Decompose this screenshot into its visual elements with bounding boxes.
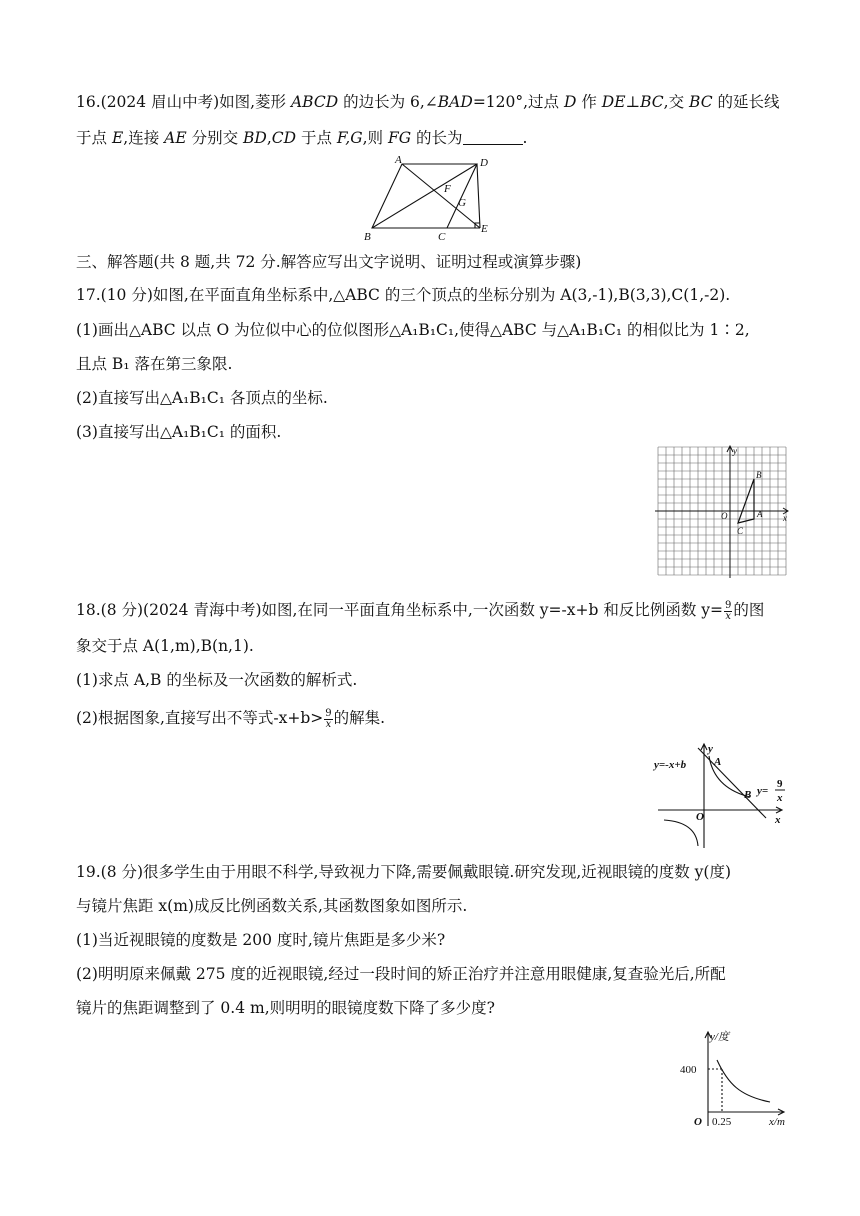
label-400: 400: [680, 1064, 697, 1076]
label-o: O: [694, 1116, 702, 1128]
q16-fg: FG: [387, 129, 412, 147]
q16-bd: BD: [243, 129, 267, 147]
label-b: B: [364, 231, 371, 242]
section-heading: 三、解答题(共 8 题,共 72 分.解答应写出文字说明、证明过程或演算步骤): [76, 253, 582, 271]
fraction-denominator: x: [325, 718, 332, 730]
label-b: B: [756, 470, 762, 480]
q18-part2: [76, 705, 385, 731]
label-y: y: [708, 743, 713, 755]
q19-line1: 19.(8 分)很多学生由于用眼不科学,导致视力下降,需要佩戴眼镜.研究发现,近视眼镜的度数 y(度): [76, 863, 732, 881]
label-y: y: [733, 446, 737, 456]
label-x: x: [775, 814, 781, 826]
q17-stem: 17.(10 分)如图,在平面直角坐标系中,△ABC 的三个顶点的坐标分别为 A(3,-1),B(3,3),C(1,-2).: [76, 286, 731, 304]
q18-stem-line2: 象交于点 A(1,m),B(n,1).: [76, 637, 254, 655]
q18-stem-line1: [76, 597, 764, 623]
hyperbola-branch-2: [664, 820, 698, 846]
q16-text: ,则: [362, 129, 388, 147]
q19-part2-line2: 镜片的焦距调整到了 0.4 m,则明明的眼镜度数下降了多少度?: [76, 999, 495, 1017]
answer-blank[interactable]: [463, 130, 523, 145]
q18-text: 的图: [733, 601, 765, 619]
inverse-curve: [717, 1060, 770, 1102]
fraction-9-over-x: [324, 709, 332, 730]
label-curve-den: x: [777, 792, 783, 804]
q16-text: 16.(2024 眉山中考)如图,菱形: [76, 93, 291, 111]
q16-text: ,: [266, 129, 272, 147]
label-g: G: [458, 197, 466, 209]
label-025: 0.25: [712, 1116, 732, 1128]
q17-part2: (2)直接写出△A₁B₁C₁ 各顶点的坐标.: [76, 389, 328, 407]
q17-part1-line2: 且点 B₁ 落在第三象限.: [76, 355, 233, 373]
diagonal-bd: [372, 164, 477, 228]
label-curve-num: 9: [777, 778, 783, 790]
label-a: A: [757, 509, 763, 519]
fraction-9-over-x: [724, 601, 732, 622]
q16-bc: BC: [689, 93, 713, 111]
label-c: C: [737, 526, 744, 536]
q16-text: 的边长为 6,∠: [338, 93, 438, 111]
q16-text: 分别交: [186, 129, 243, 147]
segment-ae: [402, 164, 480, 228]
q16-ae: AE: [164, 129, 187, 147]
label-c: C: [438, 231, 446, 242]
fraction-denominator: x: [725, 610, 732, 622]
q17-part1-line1: (1)画出△ABC 以点 O 为位似中心的位似图形△A₁B₁C₁,使得△ABC 与△A₁B₁C₁ 的相似比为 1∶2,: [76, 321, 750, 339]
q16-text: .: [522, 129, 528, 147]
label-line: y=-x+b: [654, 759, 687, 771]
label-a: A: [395, 154, 402, 166]
function-graph-figure: [650, 738, 800, 850]
q19-part1: (1)当近视眼镜的度数是 200 度时,镜片焦距是多少米?: [76, 931, 446, 949]
q16-text: =120°,过点: [472, 93, 564, 111]
segment-de: [477, 164, 480, 228]
q18-text: 的解集.: [333, 709, 386, 727]
label-b: B: [744, 789, 752, 801]
q16-bad: BAD: [437, 93, 473, 111]
label-curve: y=: [757, 785, 769, 797]
q16-line2: [76, 128, 527, 148]
q16-text: ,连接: [123, 129, 165, 147]
q16-d: D: [564, 93, 577, 111]
q16-text: 于点: [76, 129, 112, 147]
label-x: x: [783, 513, 787, 523]
label-d: D: [480, 157, 488, 169]
q16-bc: BC: [640, 93, 664, 111]
q16-text: ⊥: [625, 93, 641, 111]
line-y-neg-x-plus-b: [698, 748, 769, 818]
q16-text: 的延长线: [712, 93, 780, 111]
q16-text: ,交: [663, 93, 690, 111]
coordinate-grid-figure: [655, 445, 795, 580]
q16-text: 于点: [296, 129, 337, 147]
q19-line2: 与镜片焦距 x(m)成反比例函数关系,其函数图象如图所示.: [76, 897, 468, 915]
q16-text: 的长为: [411, 129, 463, 147]
q17-part3: (3)直接写出△A₁B₁C₁ 的面积.: [76, 423, 282, 441]
label-y: y/度: [710, 1031, 729, 1043]
q18-text: 18.(8 分)(2024 青海中考)如图,在同一平面直角坐标系中,一次函数 y=-x+b 和反比例函数 y=: [76, 601, 724, 619]
label-o: O: [721, 511, 728, 521]
label-x: x/m: [769, 1116, 785, 1128]
label-a: A: [714, 756, 722, 768]
q16-line1: [76, 92, 780, 112]
q16-cd: CD: [271, 129, 297, 147]
q16-text: 作: [576, 93, 602, 111]
q16-de: DE: [601, 93, 626, 111]
q16-fg-points: F,G: [336, 129, 363, 147]
q18-part1: (1)求点 A,B 的坐标及一次函数的解析式.: [76, 671, 358, 689]
q18-text: (2)根据图象,直接写出不等式-x+b>: [76, 709, 324, 727]
fraction-numerator: 9: [725, 599, 732, 611]
label-e: E: [481, 223, 488, 235]
label-o: O: [696, 811, 704, 823]
rhombus-figure: [362, 152, 498, 242]
inverse-graph-figure: [672, 1026, 802, 1131]
q19-part2-line1: (2)明明原来佩戴 275 度的近视眼镜,经过一段时间的矫正治疗并注意用眼健康,复查验光后,所配: [76, 965, 726, 983]
q16-abcd: ABCD: [290, 93, 339, 111]
fraction-numerator: 9: [325, 707, 332, 719]
q16-e: E: [111, 129, 124, 147]
label-f: F: [444, 183, 451, 195]
